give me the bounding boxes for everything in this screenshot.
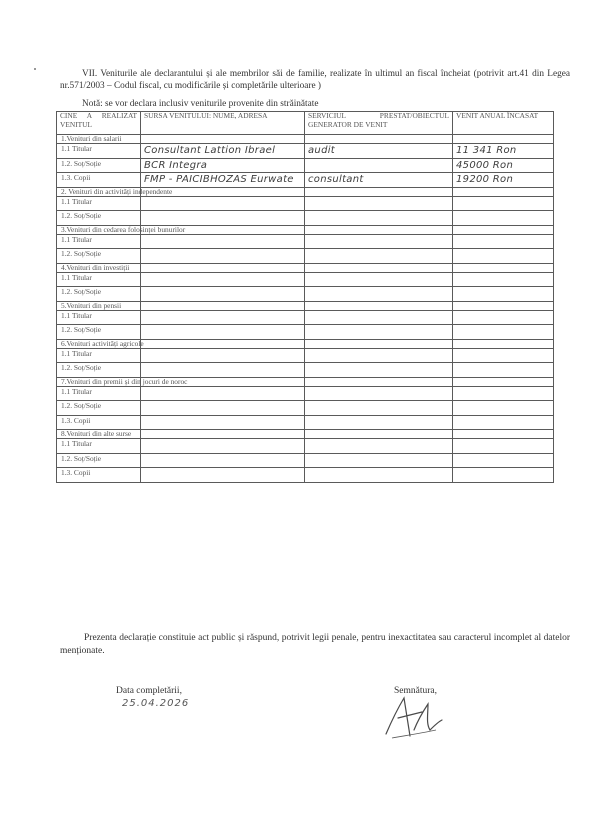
section-empty-cell — [305, 377, 453, 386]
service-cell — [305, 310, 453, 325]
handwritten-entry: Consultant Lattion Ibrael — [144, 145, 276, 156]
source-cell — [141, 453, 305, 468]
income-cell — [453, 325, 554, 340]
recipient-cell: 1.2. Soț/Soție — [57, 249, 141, 264]
income-section-row — [57, 430, 554, 439]
table-row — [57, 272, 554, 287]
section-empty-cell — [305, 339, 453, 348]
section-title: 1.Venituri din salarii — [57, 135, 141, 144]
income-section-row — [57, 377, 554, 386]
recipient-cell: 1.2. Soț/Soție — [57, 363, 141, 378]
handwritten-entry: consultant — [308, 174, 364, 185]
table-row — [57, 234, 554, 249]
section-empty-cell — [453, 225, 554, 234]
table-row — [57, 439, 554, 454]
table-row — [57, 453, 554, 468]
source-cell — [141, 144, 305, 159]
recipient-cell: 1.3. Copii — [57, 468, 141, 483]
income-cell — [453, 363, 554, 378]
table-row — [57, 348, 554, 363]
handwritten-entry: 11 341 Ron — [456, 145, 517, 156]
source-cell — [141, 173, 305, 188]
table-row — [57, 196, 554, 211]
source-cell — [141, 287, 305, 302]
section-empty-cell — [141, 263, 305, 272]
service-cell — [305, 196, 453, 211]
section-title: 2. Venituri din activități independente — [57, 187, 141, 196]
income-section-row — [57, 187, 554, 196]
service-cell — [305, 348, 453, 363]
recipient-cell: 1.1 Titular — [57, 234, 141, 249]
income-cell — [453, 234, 554, 249]
income-section-row — [57, 135, 554, 144]
recipient-cell: 1.1 Titular — [57, 196, 141, 211]
service-cell — [305, 234, 453, 249]
table-row — [57, 415, 554, 430]
section-title: 5.Venituri din pensii — [57, 301, 141, 310]
table-row — [57, 386, 554, 401]
service-cell — [305, 287, 453, 302]
table-row — [57, 325, 554, 340]
service-cell — [305, 401, 453, 416]
service-cell — [305, 158, 453, 173]
handwritten-signature — [378, 690, 448, 742]
signature-label: Semnătura, — [394, 686, 438, 696]
service-cell — [305, 453, 453, 468]
source-cell — [141, 310, 305, 325]
table-row — [57, 363, 554, 378]
income-cell — [453, 287, 554, 302]
table-row — [57, 211, 554, 226]
recipient-cell: 1.1 Titular — [57, 348, 141, 363]
recipient-cell: 1.2. Soț/Soție — [57, 401, 141, 416]
source-cell — [141, 386, 305, 401]
recipient-cell: 1.3. Copii — [57, 415, 141, 430]
date-label: Data completării, — [116, 686, 182, 696]
section-title: 7.Venituri din premii și din jocuri de noroc — [57, 377, 141, 386]
source-cell — [141, 272, 305, 287]
section-title: 4.Venituri din investiții — [57, 263, 141, 272]
service-cell — [305, 249, 453, 264]
source-cell — [141, 415, 305, 430]
income-cell — [453, 468, 554, 483]
income-cell — [453, 401, 554, 416]
handwritten-entry: FMP - PAICIBHOZAS Eurwate — [144, 174, 294, 185]
income-section-row — [57, 301, 554, 310]
source-cell — [141, 468, 305, 483]
service-cell — [305, 325, 453, 340]
income-table-header — [57, 112, 554, 135]
date-value: 25.04.2026 — [122, 698, 190, 709]
section-empty-cell — [305, 187, 453, 196]
income-cell — [453, 439, 554, 454]
source-cell — [141, 348, 305, 363]
section-note: Notă: se vor declara inclusiv veniturile provenite din străinătate — [82, 99, 319, 109]
recipient-cell: 1.2. Soț/Soție — [57, 453, 141, 468]
table-row — [57, 173, 554, 188]
header-income: VENIT ANUAL ÎNCASAT — [453, 112, 554, 135]
source-cell — [141, 249, 305, 264]
section-heading: VII. Veniturile ale declarantului și ale membrilor săi de familie, realizate în ultimul an fiscal încheiat (potrivit art.41 din Legea nr.571/2003 – Codul fiscal, cu modificările și completările ulterioare ) — [60, 69, 570, 92]
income-cell — [453, 211, 554, 226]
section-empty-cell — [305, 430, 453, 439]
income-cell — [453, 386, 554, 401]
header-who: CINE A REALIZAT VENITUL — [57, 112, 141, 135]
section-title: 3.Venituri din cedarea folosinței bunurilor — [57, 225, 141, 234]
income-table-body — [57, 135, 554, 483]
section-empty-cell — [141, 301, 305, 310]
recipient-cell: 1.2. Soț/Soție — [57, 325, 141, 340]
section-empty-cell — [141, 339, 305, 348]
income-table — [56, 111, 554, 483]
section-empty-cell — [141, 430, 305, 439]
public-statement: Prezenta declarație constituie act public și răspund, potrivit legii penale, pentru inexactitatea sau caracterul incomplet al datelor menționate. — [60, 633, 570, 656]
income-cell — [453, 173, 554, 188]
service-cell — [305, 272, 453, 287]
income-cell — [453, 348, 554, 363]
section-empty-cell — [305, 301, 453, 310]
table-row — [57, 287, 554, 302]
recipient-cell: 1.2. Soț/Soție — [57, 287, 141, 302]
section-empty-cell — [453, 339, 554, 348]
income-cell — [453, 144, 554, 159]
section-empty-cell — [141, 135, 305, 144]
section-empty-cell — [305, 263, 453, 272]
section-empty-cell — [305, 225, 453, 234]
table-row — [57, 310, 554, 325]
header-source: SURSA VENITULUI: NUME, ADRESA — [141, 112, 305, 135]
source-cell — [141, 211, 305, 226]
service-cell — [305, 439, 453, 454]
service-cell — [305, 468, 453, 483]
table-row — [57, 468, 554, 483]
income-cell — [453, 453, 554, 468]
recipient-cell: 1.1 Titular — [57, 310, 141, 325]
source-cell — [141, 158, 305, 173]
section-empty-cell — [453, 263, 554, 272]
income-cell — [453, 158, 554, 173]
income-cell — [453, 272, 554, 287]
source-cell — [141, 196, 305, 211]
recipient-cell: 1.3. Copii — [57, 173, 141, 188]
income-cell — [453, 249, 554, 264]
source-cell — [141, 363, 305, 378]
recipient-cell: 1.1 Titular — [57, 386, 141, 401]
table-row — [57, 401, 554, 416]
service-cell — [305, 173, 453, 188]
table-row — [57, 249, 554, 264]
recipient-cell: 1.1 Titular — [57, 272, 141, 287]
service-cell — [305, 144, 453, 159]
service-cell — [305, 211, 453, 226]
income-cell — [453, 310, 554, 325]
section-empty-cell — [453, 301, 554, 310]
source-cell — [141, 401, 305, 416]
handwritten-entry: 45000 Ron — [456, 159, 514, 171]
table-row — [57, 158, 554, 173]
scan-speck — [34, 68, 36, 70]
section-title: 6.Venituri activități agricole — [57, 339, 141, 348]
income-section-row — [57, 225, 554, 234]
income-cell — [453, 415, 554, 430]
service-cell — [305, 415, 453, 430]
section-empty-cell — [453, 187, 554, 196]
source-cell — [141, 439, 305, 454]
service-cell — [305, 386, 453, 401]
income-section-row — [57, 339, 554, 348]
handwritten-entry: BCR Integra — [144, 159, 208, 171]
table-row — [57, 144, 554, 159]
source-cell — [141, 325, 305, 340]
income-cell — [453, 196, 554, 211]
recipient-cell: 1.2. Soț/Soție — [57, 211, 141, 226]
section-empty-cell — [305, 135, 453, 144]
income-section-row — [57, 263, 554, 272]
recipient-cell: 1.2. Soț/Soție — [57, 158, 141, 173]
handwritten-entry: 19200 Ron — [456, 174, 514, 185]
handwritten-entry: audit — [308, 145, 336, 156]
section-empty-cell — [453, 135, 554, 144]
recipient-cell: 1.1 Titular — [57, 144, 141, 159]
section-title: 8.Venituri din alte surse — [57, 430, 141, 439]
section-empty-cell — [453, 430, 554, 439]
section-empty-cell — [453, 377, 554, 386]
header-service: SERVICIUL PRESTAT/OBIECTUL GENERATOR DE VENIT — [305, 112, 453, 135]
recipient-cell: 1.1 Titular — [57, 439, 141, 454]
service-cell — [305, 363, 453, 378]
source-cell — [141, 234, 305, 249]
